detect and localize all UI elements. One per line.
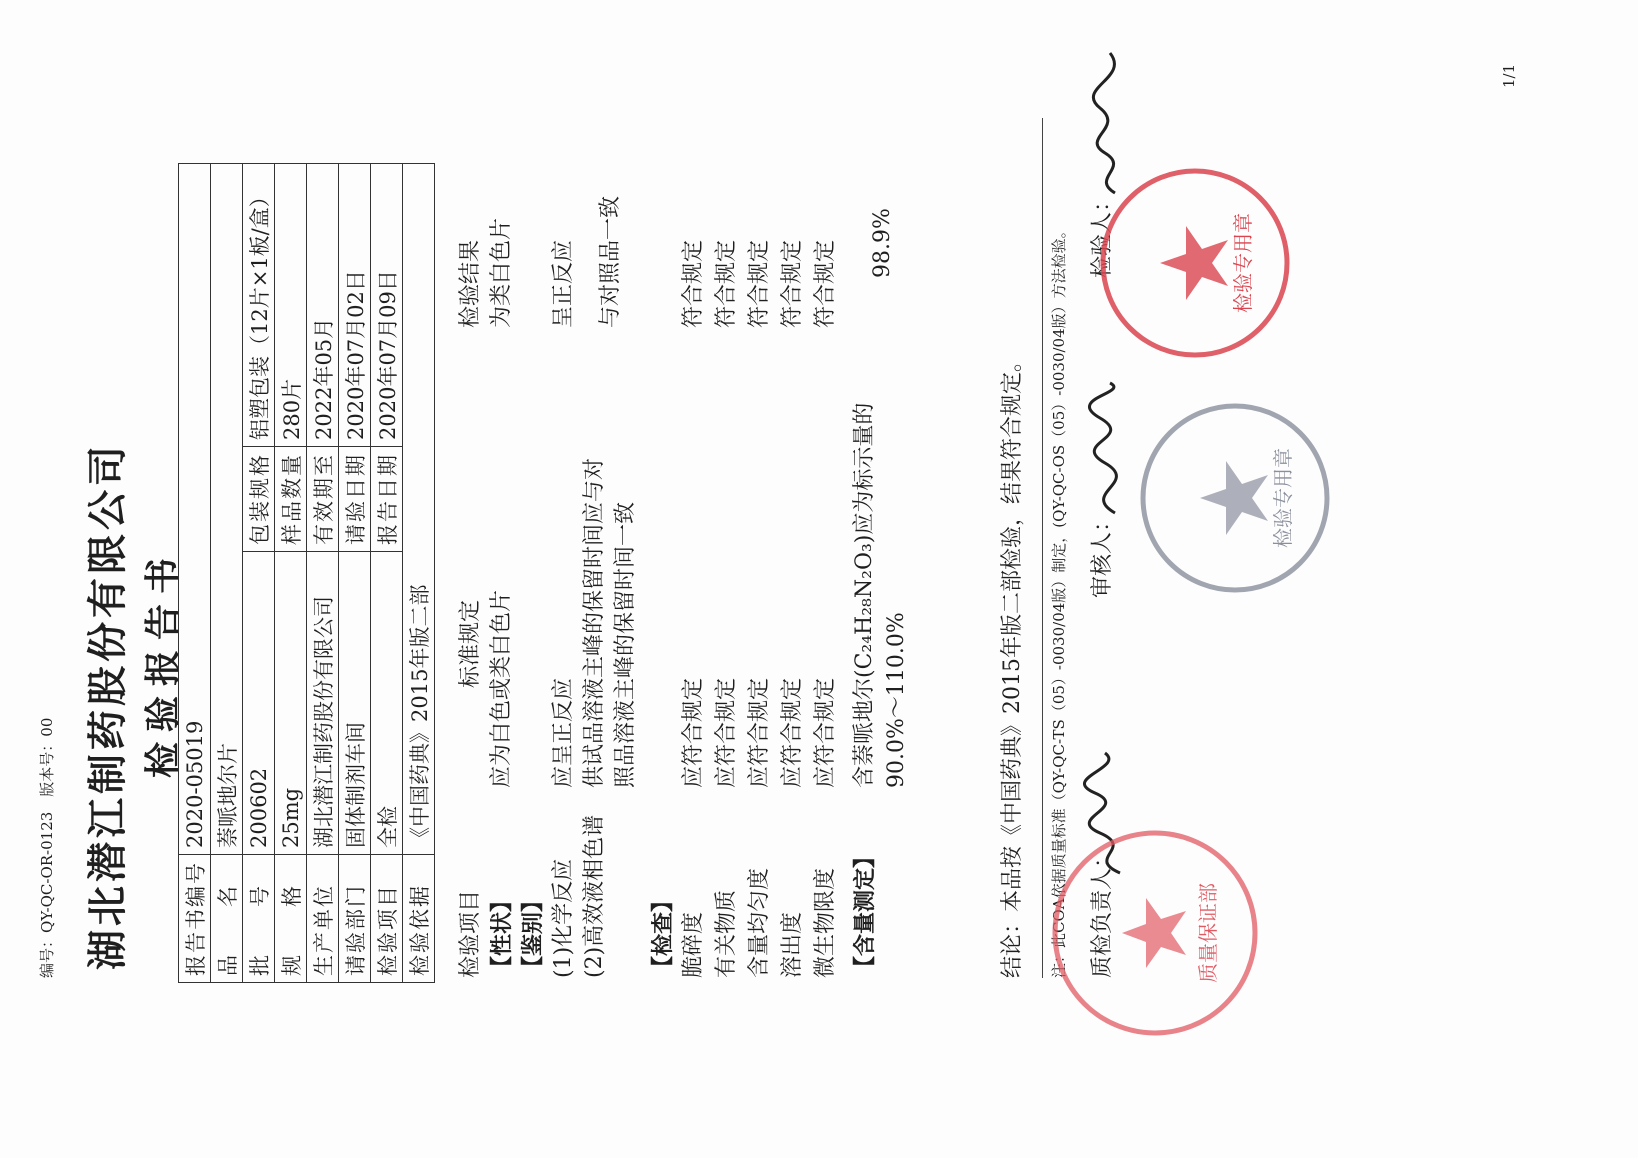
row-result: 呈正反应: [551, 239, 576, 328]
page-number: 1/1: [1500, 63, 1518, 88]
info-value: 200602: [243, 552, 275, 855]
row-item: 微生物限度: [813, 867, 838, 978]
row-item: 【含量测定】: [852, 845, 878, 978]
inspector-label: 检验人：: [1090, 189, 1115, 278]
reviewer-label: 审核人：: [1090, 509, 1115, 598]
row-item: 溶出度: [780, 911, 805, 978]
row-standard: 应符合规定: [681, 677, 706, 788]
document-code: 编号：QY-QC-OR-0123 版本号：00: [38, 717, 56, 978]
row-standard: 供试品溶液主峰的保留时间应与对: [582, 457, 607, 788]
info-row: [211, 164, 243, 983]
footer-note: 注：此COA依据质量标准（QY-QC-TS（05）-0030/04版）制定，(QY-QC-OS（05）-0030/04版）方法检验。: [1050, 223, 1068, 978]
info-value: 全检: [371, 552, 403, 855]
info-label-2: 有效期至: [307, 447, 339, 552]
info-value-2: 2020年07月02日: [339, 164, 371, 447]
info-value: 2020-05019: [179, 164, 211, 855]
info-value: 萘哌地尔片: [211, 164, 243, 855]
seal-sub-text: 检验专用章: [1231, 213, 1255, 313]
report-title: 检验报告书: [142, 547, 184, 778]
info-value-2: 2020年07月09日: [371, 164, 403, 447]
row-standard-cont: 照品溶液主峰的保留时间一致: [613, 501, 638, 788]
info-row: [339, 164, 371, 983]
info-value: 固体制剂车间: [339, 552, 371, 855]
row-result: 符合规定: [813, 239, 838, 328]
info-label: 生产单位: [307, 855, 339, 983]
conclusion: 结论：本品按《中国药典》2015年版二部检验，结果符合规定。: [1000, 350, 1025, 978]
info-label: 检验依据: [403, 855, 435, 983]
column-header-item: 检验项目: [458, 889, 483, 978]
info-label-2: 报告日期: [371, 447, 403, 552]
row-standard: 应符合规定: [813, 677, 838, 788]
info-value: 《中国药典》2015年版二部: [403, 164, 435, 855]
info-value: 25mg: [275, 552, 307, 855]
row-standard: 含萘哌地尔(C₂₄H₂₈N₂O₃)应为标示量的: [852, 402, 877, 788]
qc-head-label: 质检负责人：: [1090, 845, 1115, 978]
row-result: 符合规定: [747, 239, 772, 328]
info-row: [307, 164, 339, 983]
column-header-standard: 标准规定: [458, 599, 483, 688]
seal-sub-text: 质量保证部: [1196, 883, 1220, 983]
row-standard: 应符合规定: [714, 677, 739, 788]
row-item: 【检查】: [650, 889, 676, 978]
row-standard-cont: 90.0%～110.0%: [884, 612, 909, 788]
info-row: [403, 164, 435, 983]
info-label-2: 请验日期: [339, 447, 371, 552]
row-result: 与对照品一致: [598, 195, 623, 328]
info-label: 品 名: [211, 855, 243, 983]
info-row: [243, 164, 275, 983]
info-table: [178, 163, 435, 983]
row-result: 为类白色片: [489, 217, 514, 328]
info-row: [371, 164, 403, 983]
info-label: 请验部门: [339, 855, 371, 983]
row-item: 有关物质: [714, 889, 739, 978]
info-value-2: 2022年05月: [307, 164, 339, 447]
inspection-seal-red: [1090, 158, 1300, 368]
row-result: 符合规定: [681, 239, 706, 328]
row-standard: 应符合规定: [747, 677, 772, 788]
row-item: (1)化学反应: [551, 858, 576, 978]
row-item: 【鉴别】: [520, 889, 546, 978]
row-item: 【性状】: [489, 889, 515, 978]
row-item: 脆碎度: [681, 911, 706, 978]
info-label: 检验项目: [371, 855, 403, 983]
row-item: 含量均匀度: [747, 867, 772, 978]
info-value-2: 280片: [275, 164, 307, 447]
seal-sub-text: 检验专用章: [1271, 448, 1295, 548]
row-item: (2)高效液相色谱: [582, 814, 607, 978]
company-name: 湖北潜江制药股份有限公司: [84, 442, 131, 970]
info-value: 湖北潜江制药股份有限公司: [307, 552, 339, 855]
quality-seal-red: [1040, 818, 1270, 1048]
inspection-seal-gray: [1130, 393, 1340, 603]
row-result: 符合规定: [714, 239, 739, 328]
info-label: 规 格: [275, 855, 307, 983]
info-value-2: 铝塑包装（12片×1板/盒）: [243, 164, 275, 447]
row-standard: 应为白色或类白色片: [489, 589, 514, 788]
info-row: [179, 164, 211, 983]
info-label-2: 包装规格: [243, 447, 275, 552]
info-label: 批 号: [243, 855, 275, 983]
row-standard: 应符合规定: [780, 677, 805, 788]
row-standard: 应呈正反应: [551, 677, 576, 788]
row-result: 98.9%: [870, 208, 895, 278]
info-row: [275, 164, 307, 983]
row-result: 符合规定: [780, 239, 805, 328]
info-label-2: 样品数量: [275, 447, 307, 552]
info-label: 报告书编号: [179, 855, 211, 983]
column-header-result: 检验结果: [458, 239, 483, 328]
